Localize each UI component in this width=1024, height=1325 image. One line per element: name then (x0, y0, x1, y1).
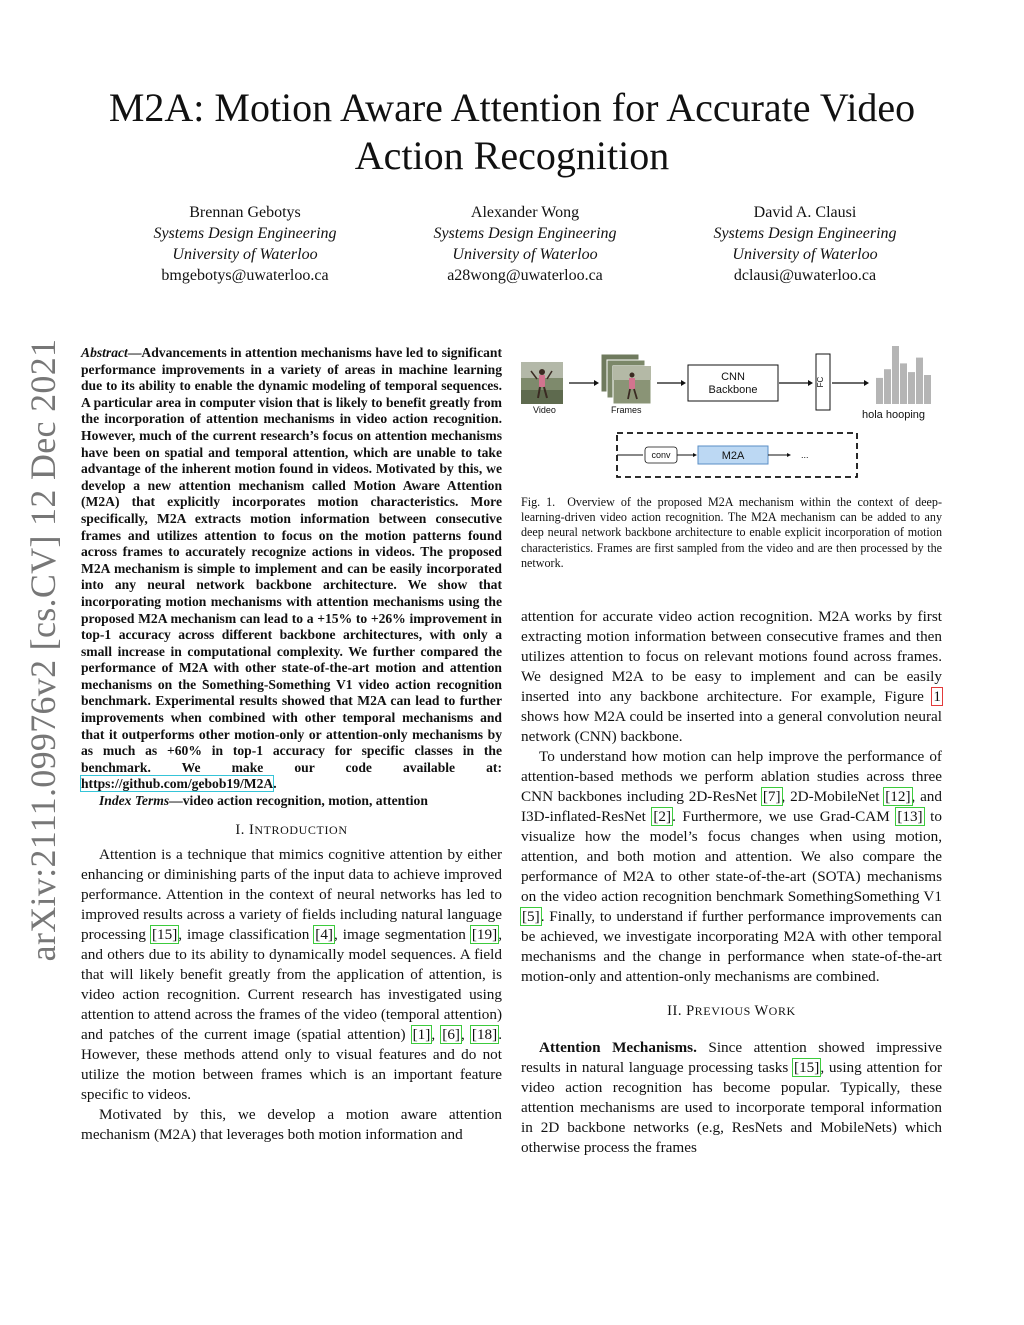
arrow-icon (594, 380, 599, 386)
arrow-icon (681, 380, 686, 386)
prediction-bar (908, 372, 915, 404)
author-email: a28wong@uwaterloo.ca (447, 267, 603, 284)
previous-work-paragraph (521, 1038, 942, 1158)
figure-1-caption (521, 495, 942, 571)
citation-link[interactable]: [19] (471, 925, 498, 943)
paper-title (40, 84, 984, 180)
citation-link[interactable]: [1] (412, 1025, 431, 1043)
text-run: , using attention for video action recognition has become popular. Typically, these attention mechanisms are used to incorporate temporal information in 2D backbone networks (e.g, ResNets and MobileNets) which otherwise process the frames (521, 1059, 943, 1156)
citation-link[interactable]: [18] (471, 1025, 498, 1043)
prediction-bar (916, 358, 923, 404)
section-heading-introduction (81, 822, 502, 839)
citation-link[interactable]: [7] (762, 788, 781, 805)
section-rest: NTRODUCTION (254, 822, 348, 837)
arxiv-identifier: arXiv:2111.09976v2 [cs.CV] 12 Dec 2021 (23, 338, 63, 962)
author-email: bmgebotys@uwaterloo.ca (161, 267, 329, 284)
title-line-1: M2A: Motion Aware Attention for Accurate Video (108, 85, 916, 130)
right-column (521, 607, 942, 1158)
prediction-bar (892, 346, 899, 404)
paragraph-label: Attention Mechanisms. (539, 1039, 697, 1056)
cnn-label-line-1: CNN (721, 371, 745, 383)
text-run: Attention is a technique that mimics cognitive attention by either enhancing or diminishing parts of the input data to achieve improved performance. Attention in the context of neural networks has led to improved results across a variety of fields including natural language processing (81, 845, 502, 943)
citation-link[interactable]: [6] (442, 1025, 460, 1043)
citation-link[interactable]: [13] (897, 808, 923, 825)
citation-link[interactable]: [4] (315, 925, 333, 943)
code-link[interactable]: https://github.com/gebob19/M2A (81, 776, 274, 792)
text-run: , image segmentation (334, 925, 471, 943)
intro-paragraph-1 (81, 845, 502, 1105)
section-rest: ORK (768, 1004, 796, 1018)
section-initial: W (754, 1003, 769, 1019)
abstract-text: Advancements in attention mechanisms have led to significant performance improvements in a variety of areas in machine learning due to its ability to enable the dynamic modeling of temporal sequences. A particular area in computer vision that is likely to benefit greatly from the incorporation of attention mechanisms in video action recognition. However, much of the current research’s focus on attention mechanisms have been on spatial and temporal attention, which are unable to take advantage of the inherent motion found in videos. Motivated by this, we develop a new attention mechanism called Motion Aware Attention (M2A) that explicitly incorporates motion characteristics. More specifically, M2A extracts motion information between consecutive frames and utilizes attention to focus on the motion patterns found across frames to accurately recognize actions in videos. The proposed M2A mechanism is simple to implement and can be easily incorporated into any neural network backbone architecture. We show that incorporating motion mechanisms with attention mechanisms using the proposed M2A mechanism can lead to a +15% to +26% improvement in top-1 accuracy across different backbone architectures, with only a small increase in computational complexity. We further compared the performance of M2A with other state-of-the-art motion and attention mechanisms on the Something-Something V1 video action recognition benchmark. Experimental results showed that M2A can lead to further improvements when combined with other temporal mechanisms and that it outperforms other motion-only or attention-only mechanisms by as much as +60% in top-1 accuracy for specific classes in the benchmark. We make our code available at: (81, 345, 502, 775)
text-run: . Furthermore, we use Grad-CAM (672, 808, 897, 825)
index-terms (81, 793, 502, 810)
author-univ: University of Waterloo (732, 246, 878, 263)
citation-link[interactable]: [2] (653, 808, 672, 825)
author-dept: Systems Design Engineering (713, 225, 897, 242)
author-univ: University of Waterloo (172, 246, 318, 263)
author-dept: Systems Design Engineering (153, 225, 337, 242)
arrow-icon (693, 453, 697, 457)
text-run: , image classification (178, 925, 315, 943)
figure-1-diagram (521, 340, 946, 490)
conv-label: conv (651, 450, 671, 460)
text-run: , and I3D-inflated-ResNet (521, 788, 942, 825)
video-label: Video (533, 405, 556, 415)
left-column (81, 345, 502, 1145)
section-initial: P (686, 1003, 695, 1019)
author-1 (110, 202, 380, 286)
text-run: shows how M2A could be inserted into a general convolution neural network (CNN) backbone. (521, 708, 942, 745)
frames-stack (601, 354, 651, 404)
section-number: I. (235, 821, 249, 838)
figure-ref-link[interactable]: 1 (933, 688, 941, 705)
prediction-histogram (876, 346, 931, 404)
citation-link[interactable]: [15] (794, 1059, 820, 1076)
m2a-label: M2A (721, 450, 745, 462)
abstract-end: . (273, 776, 277, 792)
author-univ: University of Waterloo (452, 246, 598, 263)
prediction-label: hola hooping (862, 409, 926, 421)
prediction-bar (924, 375, 931, 404)
citation-link[interactable]: [12] (885, 788, 911, 805)
frames-label: Frames (611, 405, 642, 415)
index-terms-dash: — (169, 793, 183, 809)
author-2 (390, 202, 660, 286)
intro-paragraph-2: Motivated by this, we develop a motion aware attention mechanism (M2A) that leverages both motion information and (81, 1105, 502, 1143)
index-terms-label: Index Terms (99, 793, 170, 809)
text-run: Since attention showed impressive results in natural language processing tasks (521, 1039, 942, 1076)
abstract (81, 345, 502, 793)
video-thumbnail (521, 362, 563, 404)
ellipsis-label: ... (801, 450, 809, 460)
section-heading-previous-work (521, 1003, 942, 1020)
text-run: . However, these methods attend only to visual features and do not utilize the motion between frames which is an important feature specific to videos. (81, 1025, 503, 1103)
abstract-dash: — (127, 345, 142, 360)
figure-caption-block (521, 495, 942, 571)
author-name: Alexander Wong (470, 204, 580, 221)
title-line-2: Action Recognition (354, 133, 670, 178)
right-paragraph-1 (521, 607, 942, 747)
author-name: David A. Clausi (753, 204, 857, 221)
caption-label: Fig. 1. (521, 495, 556, 509)
prediction-bar (884, 369, 891, 404)
citation-link[interactable]: [15] (151, 925, 178, 943)
right-paragraph-2 (521, 747, 942, 987)
fc-label: FC (816, 376, 825, 388)
prediction-bar (900, 363, 907, 404)
text-run: . Finally, to understand if further performance improvements can be achieved, we investigate incorporating M2A with other temporal mechanisms and the change in performance when state-of-the-art motion-only and attention-only mechanisms are combined. (521, 908, 942, 985)
text-run: to visualize how the model’s focus changes when using motion, attention, and both motion and attention. We also compare the performance of M2A to other state-of-the-art (SOTA) mechanisms on the video action recognition benchmark SomethingSomething V1 (521, 808, 942, 905)
arrow-icon (787, 453, 791, 457)
cnn-label-line-2: Backbone (708, 384, 758, 396)
author-name: Brennan Gebotys (189, 204, 301, 221)
author-dept: Systems Design Engineering (433, 225, 617, 242)
section-number: II. (667, 1003, 687, 1019)
author-block (110, 202, 940, 286)
author-3 (670, 202, 940, 286)
prediction-bar (876, 378, 883, 404)
arrow-icon (864, 380, 869, 386)
text-run: , and others due to its ability to dynamically model sequences. A field that will likely benefit greatly from the application of attention, is video action recognition. Current research has investigated using attention to attend across the frames of the video (temporal attention) and patches of the current image (spatial attention) (81, 925, 502, 1043)
arrow-icon (808, 380, 813, 386)
abstract-label: Abstract (81, 345, 128, 360)
author-email: dclausi@uwaterloo.ca (733, 267, 877, 284)
text-run: , 2D-MobileNet (781, 788, 885, 805)
text-run: , (431, 1025, 442, 1043)
caption-text: Overview of the proposed M2A mechanism within the context of deep-learning-driven video action recognition. The M2A mechanism can be added to any deep neural network backbone architecture to enable explicit incorporation of motion characteristics. Frames are first sampled from the video and are then processed by the network. (521, 495, 942, 570)
section-initial: I (248, 821, 255, 838)
section-rest: REVIOUS (694, 1004, 755, 1018)
text-run: To understand how motion can help improve the performance of attention-based methods we perform ablation studies across three CNN backbones including 2D-ResNet (521, 748, 942, 805)
citation-link[interactable]: [5] (522, 908, 540, 925)
arxiv-sidebar (8, 338, 78, 962)
text-run: , (460, 1025, 471, 1043)
index-terms-text: video action recognition, motion, attention (182, 793, 428, 809)
text-run: attention for accurate video action recognition. M2A works by first extracting motion information between consecutive frames and then utilizes attention to focus on relevant motions found across frames. We designed M2A to be easy to implement and can be easily inserted into any backbone architecture. For example, Figure (521, 608, 942, 705)
